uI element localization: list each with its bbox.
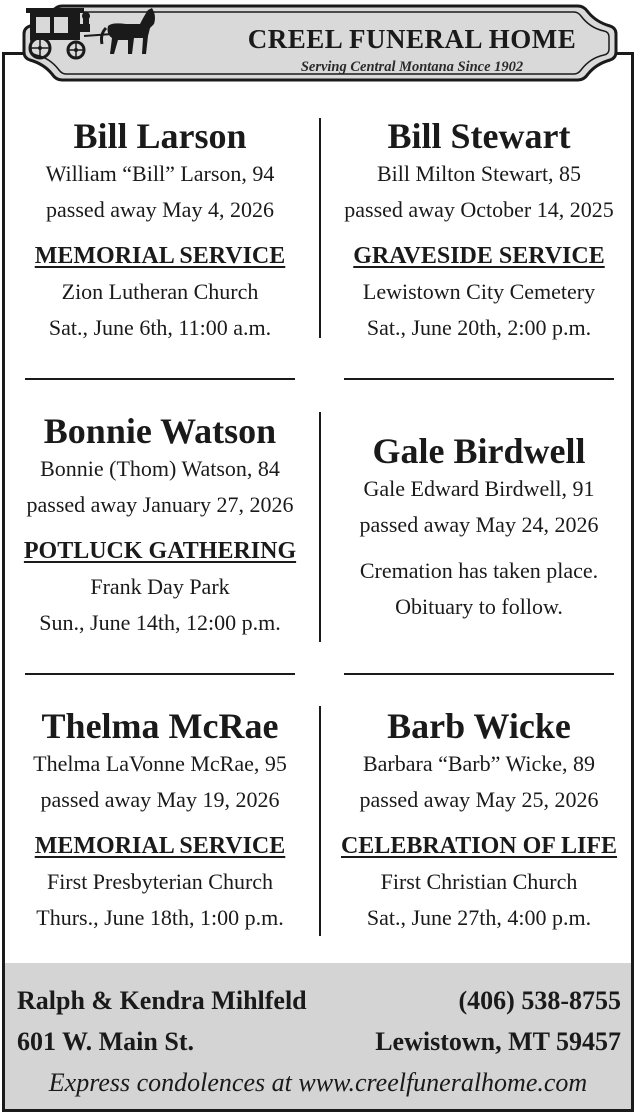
deceased-name: Bill Stewart: [387, 116, 571, 156]
service-location: Lewistown City Cemetery: [362, 279, 596, 304]
full-name-age: Barbara “Barb” Wicke, 89: [362, 751, 596, 776]
full-name-age: Bill Milton Stewart, 85: [376, 161, 582, 186]
notice-separator: [25, 673, 295, 675]
deceased-name: Bonnie Watson: [43, 411, 277, 451]
obituary-notice: [324, 116, 634, 346]
service-type: CELEBRATION OF LIFE: [340, 833, 618, 859]
service-type: POTLUCK GATHERING: [23, 538, 297, 564]
phone-number: (406) 538-8755: [458, 986, 621, 1015]
deceased-name: Gale Birdwell: [372, 431, 586, 471]
service-time: Sat., June 20th, 2:00 p.m.: [366, 315, 592, 340]
notice-separator: [344, 378, 614, 380]
notice-separator: [344, 673, 614, 675]
obituary-notice: [324, 431, 634, 625]
column-divider: [319, 412, 321, 642]
date-of-passing: passed away May 4, 2026: [46, 197, 274, 222]
funeral-home-tagline: Serving Central Montana Since 1902: [300, 59, 524, 75]
owners-name: Ralph & Kendra Mihlfeld: [17, 986, 307, 1015]
service-time: Sat., June 27th, 4:00 p.m.: [366, 905, 592, 930]
obituary-note: Obituary to follow.: [395, 594, 563, 619]
notice-separator: [25, 378, 295, 380]
service-location: First Christian Church: [380, 869, 578, 894]
service-location: Frank Day Park: [90, 574, 230, 599]
service-time: Thurs., June 18th, 1:00 p.m.: [36, 905, 284, 930]
full-name-age: Bonnie (Thom) Watson, 84: [40, 456, 280, 481]
contact-footer: [5, 963, 631, 1109]
obituary-notice: [5, 706, 315, 936]
cremation-note: Cremation has taken place.: [359, 558, 599, 583]
service-type: GRAVESIDE SERVICE: [353, 243, 605, 269]
service-time: Sat., June 6th, 11:00 a.m.: [48, 315, 272, 340]
service-location: Zion Lutheran Church: [61, 279, 259, 304]
deceased-name: Thelma McRae: [41, 706, 279, 746]
service-time: Sun., June 14th, 12:00 p.m.: [39, 610, 281, 635]
full-name-age: William “Bill” Larson, 94: [45, 161, 275, 186]
deceased-name: Bill Larson: [73, 116, 247, 156]
date-of-passing: passed away May 25, 2026: [359, 787, 599, 812]
column-divider: [319, 118, 321, 338]
condolences-website: Express condolences at www.creelfuneralhome.com: [48, 1068, 588, 1097]
obituary-notice: [324, 706, 634, 936]
date-of-passing: passed away May 24, 2026: [359, 512, 599, 537]
header-banner: [22, 4, 618, 82]
date-of-passing: passed away May 19, 2026: [40, 787, 280, 812]
full-name-age: Thelma LaVonne McRae, 95: [33, 751, 287, 776]
obituary-notice: [5, 116, 315, 346]
street-address: 601 W. Main St.: [17, 1027, 194, 1056]
service-type: MEMORIAL SERVICE: [34, 243, 286, 269]
city-state-zip: Lewistown, MT 59457: [375, 1027, 621, 1056]
service-location: First Presbyterian Church: [46, 869, 274, 894]
date-of-passing: passed away October 14, 2025: [344, 197, 614, 222]
service-type: MEMORIAL SERVICE: [34, 833, 286, 859]
full-name-age: Gale Edward Birdwell, 91: [363, 476, 595, 501]
deceased-name: Barb Wicke: [387, 706, 571, 746]
obituary-notice: [5, 411, 315, 641]
funeral-home-name: CREEL FUNERAL HOME: [247, 24, 577, 54]
date-of-passing: passed away January 27, 2026: [26, 492, 294, 517]
horse-drawn-hearse-icon: [22, 4, 162, 60]
column-divider: [319, 706, 321, 936]
